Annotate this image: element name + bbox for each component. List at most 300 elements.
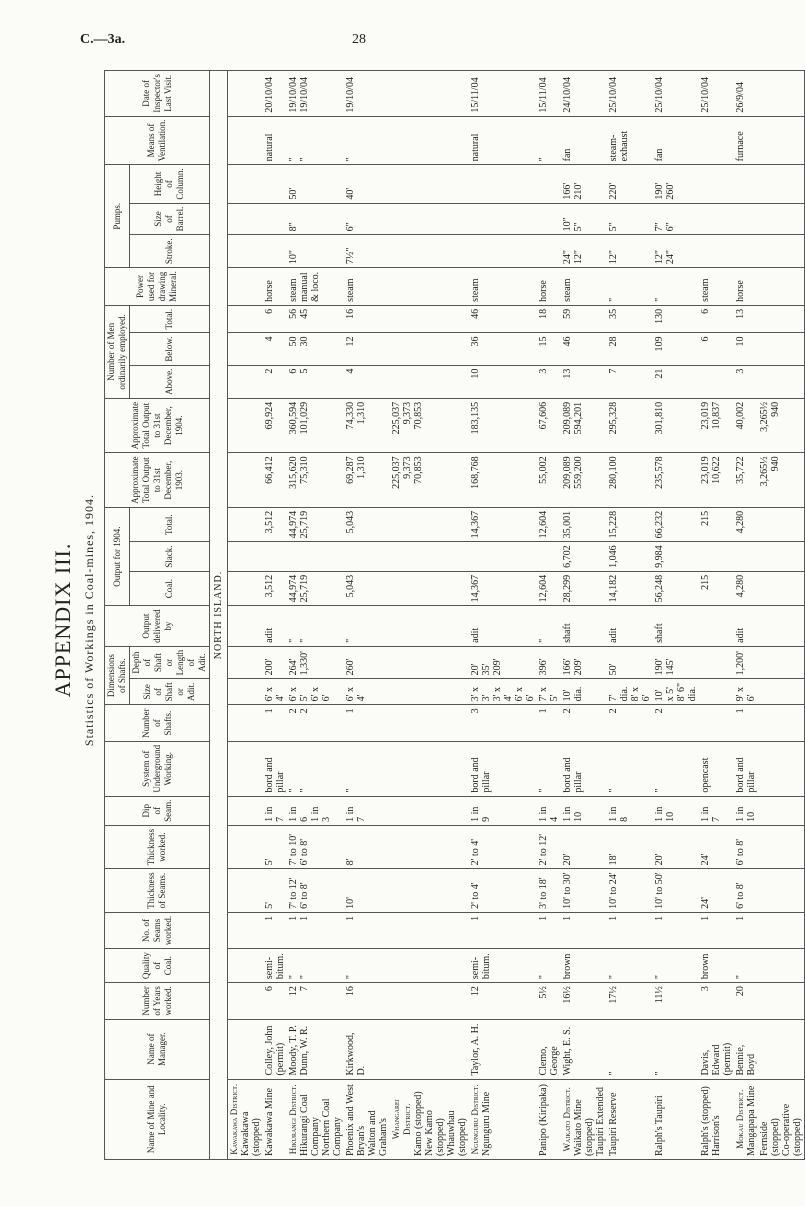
cell-t03: 69,287 1,310 [344,453,390,508]
cell-qual [390,949,469,983]
cell-ba [469,203,537,235]
cell-st: 7½" [344,235,390,268]
cell-mt: 6 [699,305,734,333]
cell-tw: 7' to 10' 6' to 8' [287,825,344,869]
cell-date: 24/10/04 [561,71,607,117]
cell-depth: 396' [537,646,561,678]
cell-size: 3' x 3' 3' x 4' 6' x 6' [469,679,537,705]
cell-sys: " [537,741,561,796]
col-stroke: Stroke. [130,235,210,268]
cell-tw: 5' [263,825,287,869]
cell-ts: 2' to 4' [469,869,537,913]
cell-del [758,606,805,646]
cell-co [734,165,758,203]
district-heading: Waikato District. [562,1087,572,1152]
cell-total: 12,604 [537,507,561,542]
cell-sw: 1 [734,912,758,948]
mine-name: Mangapapa Mine [746,1085,757,1156]
cell-ven: natural [469,116,537,165]
cell-dip: 1 in 6 1 in 3 [287,796,344,825]
cell-sh [390,705,469,742]
mine-name: Ralph's (stopped) Harrison's [700,1086,722,1156]
cell-pow: " [607,268,653,306]
cell-size: 6' x 4' [344,679,390,705]
col-output: Output for 1904. [105,507,130,606]
cell-co [758,165,805,203]
cell-t03: 315,620 75,310 [287,453,344,508]
cell-sh: 3 [469,705,537,742]
cell-total [758,507,805,542]
cell-date: 26/9/04 [734,71,758,117]
cell-mt: 13 [734,305,758,333]
cell-mgr: Taylor, A. H. [469,1019,537,1079]
cell-sys: " [344,741,390,796]
cell-co [263,165,287,203]
cell-dip: 1 in 7 [699,796,734,825]
cell-del [699,606,734,646]
district-heading: Kawakawa District. [229,1083,239,1155]
cell-yrs: 5½ [537,983,561,1020]
col-quality: Quality of Coal. [105,949,210,983]
cell-dip: 1 in 10 [734,796,758,825]
cell-ba [734,203,758,235]
col-mine: Name of Mine and Locality. [105,1079,210,1159]
cell-st [734,235,758,268]
cell-t04: 360,594 101,029 [287,398,344,453]
col-pumps: Pumps. [105,165,130,268]
cell-ab: 3 [734,365,758,398]
cell-del: shaft [561,606,607,646]
cell-qual: " [607,949,653,983]
mine-cell [287,1079,344,1159]
district-heading: Hikurangi District. [288,1084,298,1155]
col-thickness-seams: Thickness of Seams. [105,869,210,913]
cell-tw [228,825,264,869]
cell-ab [228,365,264,398]
cell-tw [390,825,469,869]
cell-be: 46 [561,333,607,365]
table-title: Statistics of Workings in Coal-mines, 1904. [82,493,96,747]
cell-sh: 2 [561,705,607,742]
cell-total: 4,280 [734,507,758,542]
cell-t04: 225,037 9,373 70,853 [390,398,469,453]
cell-st [469,235,537,268]
cell-sw: 1 [653,912,699,948]
cell-st [390,235,469,268]
cell-st [699,235,734,268]
mine-cell [344,1079,390,1159]
col-total-1904: Approximate Total Output to 31st December, 1904. [105,398,210,453]
cell-ven: " " [287,116,344,165]
cell-co [390,165,469,203]
cell-slack [469,542,537,572]
cell-date: 25/10/04 [653,71,699,117]
cell-t03: 66,412 [263,453,287,508]
table-row [263,71,287,1160]
cell-mgr [390,1019,469,1079]
mine-name: Panipo (Kiripaka) [538,1084,549,1156]
cell-be [390,333,469,365]
cell-mt: 46 [469,305,537,333]
cell-co [699,165,734,203]
cell-del [228,606,264,646]
cell-ts: 7' to 12' 6' to 8' [287,869,344,913]
cell-coal: 28,299 [561,571,607,606]
cell-t04: 23,019 10,837 [699,398,734,453]
cell-sys: " [607,741,653,796]
cell-mt [390,305,469,333]
cell-slack: 1,046 [607,542,653,572]
cell-sys: opencast [699,741,734,796]
cell-sh: 1 [344,705,390,742]
cell-ba [263,203,287,235]
col-men: Number of Men ordinarily employed. [105,305,130,398]
cell-t03: 280,100 [607,453,653,508]
cell-sys: " " [287,741,344,796]
cell-del: adit [263,606,287,646]
cell-ven: " [537,116,561,165]
cell-pow [228,268,264,306]
cell-del: " [344,606,390,646]
cell-yrs [228,983,264,1020]
cell-total: 215 [699,507,734,542]
cell-t04: 209,089 594,201 [561,398,607,453]
table-row [607,71,653,1160]
cell-slack [734,542,758,572]
page-ref: C.—3a. [80,32,126,47]
cell-co: 166' 210' [561,165,607,203]
cell-ba: 10" 5" [561,203,607,235]
cell-t04: 183,135 [469,398,537,453]
cell-be: 15 [537,333,561,365]
cell-ts: 5' [263,869,287,913]
cell-tw [758,825,805,869]
cell-depth: 200' [263,646,287,678]
cell-qual: brown [699,949,734,983]
mine-name: Kawakawa Mine [264,1087,275,1156]
cell-date: 15/11/04 [469,71,537,117]
cell-date: 20/10/04 [263,71,287,117]
cell-ab: 3 [537,365,561,398]
cell-ab: 13 [561,365,607,398]
mine-cell [734,1079,758,1159]
cell-t04: 295,328 [607,398,653,453]
cell-st: 12" 24" [653,235,699,268]
cell-be: 12 [344,333,390,365]
cell-t03: 55,002 [537,453,561,508]
table-row [758,71,805,1160]
col-years: Number of Years worked. [105,983,210,1020]
cell-slack [537,542,561,572]
cell-mgr: Wight, E. S. [561,1019,607,1079]
cell-depth: 50' [607,646,653,678]
cell-size: 10' dia. [561,679,607,705]
cell-mgr: Clemo, George [537,1019,561,1079]
cell-date [758,71,805,117]
cell-mgr: Moody, T. P. Dunn, W. R. [287,1019,344,1079]
col-ventilation: Means of Ventilation. [105,116,210,165]
mine-cell [228,1079,264,1159]
cell-depth [228,646,264,678]
cell-ts: 10' to 24' [607,869,653,913]
col-coal: Coal. [130,571,210,606]
mine-name: Hikurangi Coal Company Northern Coal Company [299,1094,343,1156]
cell-ba: 6" [344,203,390,235]
cell-ba: 5" [607,203,653,235]
cell-t03: 235,578 [653,453,699,508]
cell-depth: 1,200' [734,646,758,678]
table-body [210,71,805,1160]
cell-co: 220' [607,165,653,203]
cell-tw: 6' to 8' [734,825,758,869]
cell-depth [758,646,805,678]
cell-ven [228,116,264,165]
cell-date: 25/10/04 [607,71,653,117]
cell-total: 5,043 [344,507,390,542]
cell-t03: 209,089 559,200 [561,453,607,508]
cell-depth: 20' 35' 209' [469,646,537,678]
cell-size: 9' x 6' [734,679,758,705]
cell-yrs: 11½ [653,983,699,1020]
cell-size [390,679,469,705]
district-heading: Ngunguru District. [470,1084,480,1155]
cell-qual [758,949,805,983]
cell-be: 109 [653,333,699,365]
table-row [344,71,390,1160]
col-column: Height of Column. [130,165,210,203]
cell-size: 6' x 5' 6' x 6' [287,679,344,705]
mine-name: Kamo (stopped) New Kamo (stopped) Whauwhau (stopped) [413,1091,468,1156]
col-power: Power used for drawing Mineral. [105,268,210,306]
cell-qual: " " [287,949,344,983]
cell-del: shaft [653,606,699,646]
cell-co: 190' 260' [653,165,699,203]
cell-del: " " [287,606,344,646]
table-row [228,71,264,1160]
cell-depth: 260' [344,646,390,678]
cell-sh: 2 [653,705,699,742]
cell-size [699,679,734,705]
cell-sh [699,705,734,742]
cell-be [228,333,264,365]
cell-mt: 59 [561,305,607,333]
cell-co [537,165,561,203]
cell-be: 28 [607,333,653,365]
cell-total: 3,512 [263,507,287,542]
cell-yrs: 3 [699,983,734,1020]
cell-slack [390,542,469,572]
cell-sw [228,912,264,948]
cell-pow: horse [734,268,758,306]
cell-sh: 2 2 [287,705,344,742]
cell-coal: 12,604 [537,571,561,606]
table-row [537,71,561,1160]
cell-sw: 1 [561,912,607,948]
cell-pow: steam [469,268,537,306]
table-row [561,71,607,1160]
cell-qual: semi-bitum. [263,949,287,983]
cell-qual: " [653,949,699,983]
cell-slack [228,542,264,572]
cell-sys [228,741,264,796]
cell-pow: horse [263,268,287,306]
cell-yrs: 6 [263,983,287,1020]
cell-ts [228,869,264,913]
cell-slack: 6,702 [561,542,607,572]
cell-t03: 23,019 10,622 [699,453,734,508]
mine-cell [537,1079,561,1159]
cell-coal: 3,512 [263,571,287,606]
cell-mgr: Colley, John (permit) [263,1019,287,1079]
cell-size: 7' dia. 8' x 6' [607,679,653,705]
cell-mt [758,305,805,333]
cell-t04: 74,330 1,310 [344,398,390,453]
cell-ts: 24' [699,869,734,913]
col-seams-worked: No. of Seams worked. [105,912,210,948]
table-row [734,71,758,1160]
col-below: Below. [130,333,210,365]
cell-date: 15/11/04 [537,71,561,117]
cell-ba [758,203,805,235]
cell-coal: 14,367 [469,571,537,606]
mine-cell [699,1079,734,1159]
cell-yrs: 16 [344,983,390,1020]
cell-ab: 2 [263,365,287,398]
cell-be: 6 [699,333,734,365]
col-slack: Slack. [130,542,210,572]
cell-sh: 1 [537,705,561,742]
table-row [390,71,469,1160]
cell-coal: 44,974 25,719 [287,571,344,606]
cell-depth: 190' 145' [653,646,699,678]
cell-pow: horse [537,268,561,306]
cell-date: 19/10/04 [344,71,390,117]
cell-yrs: 12 7 [287,983,344,1020]
cell-depth: 264' 1,330' [287,646,344,678]
cell-ba [390,203,469,235]
cell-ab: 4 [344,365,390,398]
cell-qual: " [344,949,390,983]
cell-ba [699,203,734,235]
cell-sys: " [653,741,699,796]
cell-size: 7' x 5' [537,679,561,705]
cell-size [758,679,805,705]
cell-sys: bord and pillar [469,741,537,796]
cell-qual: " [537,949,561,983]
cell-ven: " [344,116,390,165]
cell-total: 44,974 25,719 [287,507,344,542]
cell-t03: 225,037 9,373 70,853 [390,453,469,508]
cell-ven [390,116,469,165]
cell-t04: 301,810 [653,398,699,453]
cell-dip [758,796,805,825]
page-number: 28 [352,32,366,47]
cell-ab: 10 [469,365,537,398]
cell-sw: 1 [607,912,653,948]
cell-sw: 1 [344,912,390,948]
cell-coal [758,571,805,606]
cell-slack [758,542,805,572]
cell-ven [758,116,805,165]
cell-size [228,679,264,705]
cell-mt: 16 [344,305,390,333]
cell-sw: 1 1 [287,912,344,948]
cell-total [390,507,469,542]
cell-sh: 2 [607,705,653,742]
cell-yrs: 17½ [607,983,653,1020]
cell-mt: 130 [653,305,699,333]
cell-depth [699,646,734,678]
cell-dip: 1 in 4 [537,796,561,825]
cell-yrs: 12 [469,983,537,1020]
mine-cell [263,1079,287,1159]
cell-qual: " [734,949,758,983]
col-shafts: Number of Shafts. [105,705,210,742]
cell-ab: 6 5 [287,365,344,398]
cell-t04 [228,398,264,453]
cell-ven: furnace [734,116,758,165]
cell-size: 10' x 5' 8' 6" dia. [653,679,699,705]
cell-sw [758,912,805,948]
cell-ab: 21 [653,365,699,398]
cell-tw: 2' to 4' [469,825,537,869]
table-row [287,71,344,1160]
cell-mgr: Bennie, Boyd [734,1019,758,1079]
cell-del: adit [469,606,537,646]
cell-co [469,165,537,203]
cell-depth [390,646,469,678]
cell-st [758,235,805,268]
cell-ts: 10' to 50' [653,869,699,913]
cell-dip: 1 in 8 [607,796,653,825]
col-depth: Depth of Shaft or Length of Adit. [130,646,210,678]
appendix-heading: APPENDIX III. [50,542,75,698]
cell-tw: 20' [561,825,607,869]
cell-ven: fan [653,116,699,165]
cell-ts: 10' [344,869,390,913]
cell-ab: 7 [607,365,653,398]
cell-ven: fan [561,116,607,165]
cell-sys: bord and pillar [734,741,758,796]
coal-mines-table [104,70,805,1160]
cell-be: 50 30 [287,333,344,365]
cell-tw: 24' [699,825,734,869]
cell-coal: 215 [699,571,734,606]
cell-total: 35,001 [561,507,607,542]
cell-del: " [537,606,561,646]
cell-mt: 35 [607,305,653,333]
cell-total: 14,367 [469,507,537,542]
cell-st [228,235,264,268]
cell-coal: 56,248 [653,571,699,606]
cell-sh [758,705,805,742]
cell-date [228,71,264,117]
cell-ba [228,203,264,235]
cell-sh: 1 [734,705,758,742]
cell-slack [344,542,390,572]
cell-ba: 8" [287,203,344,235]
cell-dip: 1 in 10 [653,796,699,825]
cell-sys [758,741,805,796]
cell-ts: 10' to 30' [561,869,607,913]
cell-sw: 1 [469,912,537,948]
cell-sys: bord and pillar [561,741,607,796]
mine-cell [561,1079,607,1159]
cell-st: 10" [287,235,344,268]
cell-t04: 69,924 [263,398,287,453]
cell-tw: 2' to 12' [537,825,561,869]
cell-sys: bord and pillar [263,741,287,796]
